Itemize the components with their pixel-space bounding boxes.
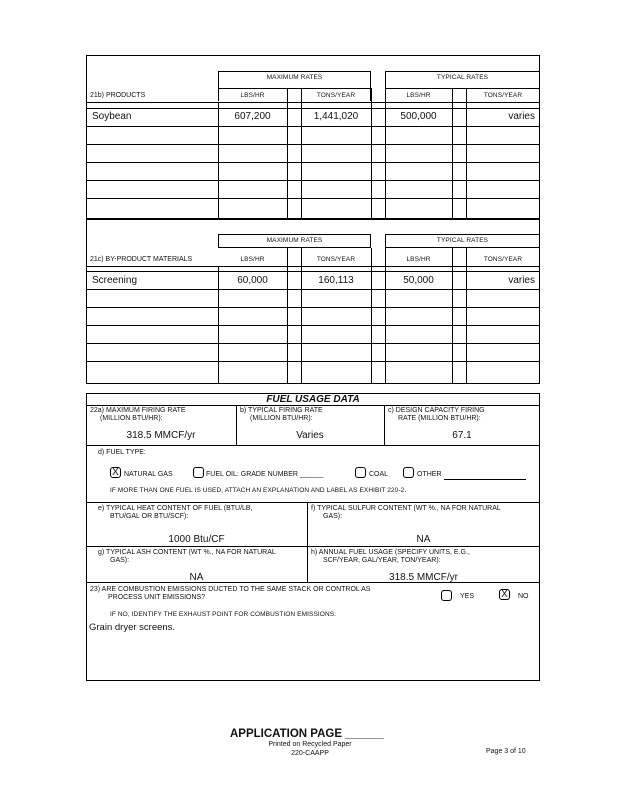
coal-label: COAL <box>369 471 389 478</box>
heat-content-value: 1000 Btu/CF <box>168 534 225 545</box>
byproducts-row-max-lbs: 60,000 <box>237 275 268 286</box>
recycled-paper-note: Printed on Recycled Paper <box>268 741 352 748</box>
other-label: OTHER <box>417 471 442 478</box>
natural-gas-checkbox[interactable]: X <box>110 467 121 478</box>
design-capacity-value: 67.1 <box>452 430 472 441</box>
natural-gas-label: NATURAL GAS <box>124 471 173 478</box>
ash-content-label: g) TYPICAL ASH CONTENT (WT %., NA FOR NATURAL <box>98 549 276 556</box>
ash-content-value: NA <box>189 572 204 583</box>
byproducts-row-max-tons: 160,113 <box>318 275 354 286</box>
typ-firing-rate-label: b) TYPICAL FIRING RATE <box>240 407 323 414</box>
q23-label: 23) ARE COMBUSTION EMISSIONS DUCTED TO THE SAME STACK OR CONTROL AS <box>90 586 371 593</box>
products-row-max-lbs: 607,200 <box>234 111 271 122</box>
q23-label-cont: PROCESS UNIT EMISSIONS? <box>108 594 206 601</box>
sulfur-content-unit: GAS): <box>323 513 343 520</box>
form-number: 220-CAAPP <box>291 750 329 757</box>
exhaust-point-answer: Grain dryer screens. <box>89 622 176 633</box>
application-page-text: APPLICATION PAGE <box>230 728 343 740</box>
products-section-label: 21b) PRODUCTS <box>90 92 146 99</box>
byproducts-typ-tons-header: TONS/YEAR <box>483 256 523 263</box>
annual-usage-label: h) ANNUAL FUEL USAGE (SPECIFY UNITS, E.G., <box>311 549 470 556</box>
products-max-rates-label: MAXIMUM RATES <box>266 74 323 81</box>
products-row-typ-tons: varies <box>508 111 535 122</box>
annual-usage-unit: SCF/YEAR, GAL/YEAR, TON/YEAR): <box>323 557 441 564</box>
products-row-name: Soybean <box>92 111 132 122</box>
q23-no-label: NO <box>518 593 529 600</box>
q23-yes-label: YES <box>460 593 475 600</box>
products-typ-lbs-header: LBS/HR <box>406 92 431 99</box>
design-capacity-unit: RATE (MILLION BTU/HR): <box>398 415 481 422</box>
typ-firing-rate-value: Varies <box>296 430 324 441</box>
products-typ-tons-header: TONS/YEAR <box>483 92 523 99</box>
annual-usage-value: 318.5 MMCF/yr <box>389 572 458 583</box>
heat-content-label: e) TYPICAL HEAT CONTENT OF FUEL (BTU/LB, <box>98 505 253 512</box>
products-max-tons-header: TONS/YEAR <box>316 92 356 99</box>
heat-content-unit: BTU/GAL OR BTU/SCF): <box>110 513 189 520</box>
products-max-lbs-header: LBS/HR <box>240 92 265 99</box>
ash-content-unit: GAS): <box>110 557 130 564</box>
coal-checkbox[interactable] <box>355 467 366 478</box>
multi-fuel-note: IF MORE THAN ONE FUEL IS USED, ATTACH AN EXPLANATION AND LABEL AS EXHIBIT 220-2. <box>110 487 407 494</box>
exhaust-point-note: IF NO, IDENTIFY THE EXHAUST POINT FOR COMBUSTION EMISSIONS: <box>110 611 337 618</box>
products-typ-rates-label: TYPICAL RATES <box>436 74 489 81</box>
typ-firing-rate-unit: (MILLION BTU/HR): <box>250 415 313 422</box>
max-firing-rate-value: 318.5 MMCF/yr <box>126 430 196 441</box>
application-page-label <box>230 728 384 740</box>
byproducts-section-label: 21c) BY-PRODUCT MATERIALS <box>90 256 193 263</box>
q23-yes-checkbox[interactable] <box>441 590 452 601</box>
page-number: Page 3 of 10 <box>486 748 526 755</box>
byproducts-row-typ-lbs: 50,000 <box>403 275 434 286</box>
max-firing-rate-label: 22a) MAXIMUM FIRING RATE <box>90 407 186 414</box>
products-row-max-tons: 1,441,020 <box>313 111 359 122</box>
other-fuel-line[interactable] <box>444 479 526 480</box>
max-firing-rate-unit: (MILLION BTU/HR): <box>100 415 163 422</box>
design-capacity-label: c) DESIGN CAPACITY FIRING <box>388 407 485 414</box>
products-row-typ-lbs: 500,000 <box>400 111 437 122</box>
application-page-blank[interactable]: ______ <box>345 728 384 740</box>
byproducts-max-rates-label: MAXIMUM RATES <box>266 237 323 244</box>
fuel-oil-checkbox[interactable] <box>193 467 204 478</box>
byproducts-max-lbs-header: LBS/HR <box>240 256 265 263</box>
sulfur-content-label: f) TYPICAL SULFUR CONTENT (WT %., NA FOR NATURAL <box>311 505 501 512</box>
byproducts-typ-rates-label: TYPICAL RATES <box>436 237 489 244</box>
byproducts-typ-lbs-header: LBS/HR <box>406 256 431 263</box>
fuel-type-label: d) FUEL TYPE: <box>98 449 146 456</box>
byproducts-max-tons-header: TONS/YEAR <box>316 256 356 263</box>
byproducts-row-typ-tons: varies <box>508 275 535 286</box>
q23-no-checkbox[interactable]: X <box>499 589 510 600</box>
fuel-usage-title: FUEL USAGE DATA <box>266 394 360 405</box>
fuel-oil-label: FUEL OIL: GRADE NUMBER ______ <box>206 471 324 478</box>
other-checkbox[interactable] <box>403 467 414 478</box>
byproducts-row-name: Screening <box>92 275 138 286</box>
sulfur-content-value: NA <box>416 534 431 545</box>
